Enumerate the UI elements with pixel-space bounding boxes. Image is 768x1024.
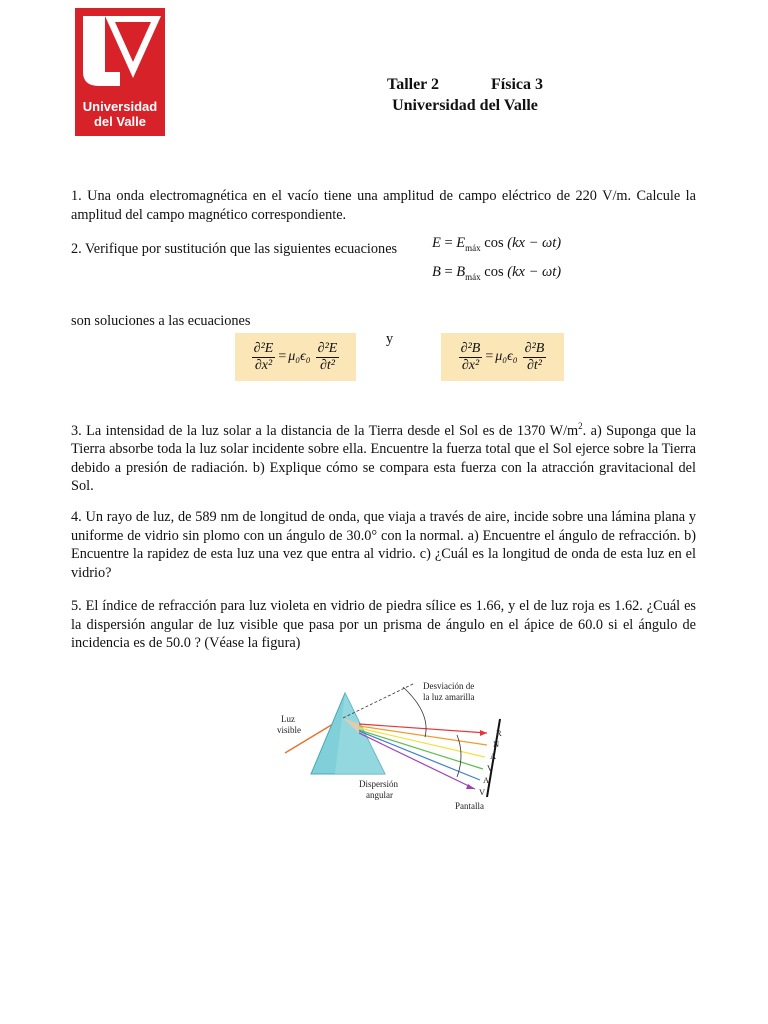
problem-1: 1. Una onda electromagnética en el vacío tiene una amplitud de campo eléctrico de 220 V/m. Calcule la amplitud del campo magnético correspondiente. xyxy=(71,188,696,223)
wave-b-frac-1 xyxy=(459,341,483,374)
conjunction-y: y xyxy=(386,331,394,347)
logo-wordmark xyxy=(75,99,165,129)
problem-5: 5. El índice de refracción para luz violeta en vidrio de piedra sílice es 1.66, y el de luz roja es 1.62. ¿Cuál es la dispersión angular de luz visible que pasa por un prisma de ángulo en el ápice de 60.0 si el ángulo de incidencia es de 50.0 ? (Véase la figura) xyxy=(71,598,696,651)
problem-3-text-b: . a) Suponga que la Tierra absorbe toda la luz solar incidente sobre ella. Encuentre la fuerza total que el Sol ejerce sobre la Tierra debido a presión de radiación. b) Explique cómo se compara esta fuerza con la atracción gravitacional del Sol. xyxy=(71,422,696,495)
label-light-2: visible xyxy=(277,725,301,735)
wave-b-den2: ∂t² xyxy=(526,357,542,373)
label-letter-n: N xyxy=(493,739,500,749)
label-letter-a2: A xyxy=(483,775,490,785)
label-letter-v2: V xyxy=(479,787,486,797)
wave-e-frac-1 xyxy=(252,341,276,374)
eq1-lhs: E xyxy=(432,235,441,251)
problem-2: 2. Verifique por sustitución que las siguientes ecuaciones xyxy=(71,241,398,257)
wave-b-num2: ∂²B xyxy=(524,340,545,356)
eq2-arg: (kx − ωt) xyxy=(507,264,562,280)
university-logo xyxy=(75,8,165,136)
document-header xyxy=(340,74,590,116)
wave-b-den1: ∂x² xyxy=(461,357,480,373)
logo-line-1: Universidad xyxy=(82,99,158,114)
wave-equation-b: $\frac{\text{∂²B}}{\text{∂x²}}$ = μ₀ϵ₀ $\frac{\text{∂²B}}{\text{∂t²}}$ xyxy=(441,333,564,381)
label-deviation-2: la luz amarilla xyxy=(423,692,475,702)
wave-b-frac-2 xyxy=(523,341,547,374)
equation-b-field: $B = B_{máx}$ cos (kx − ωt) xyxy=(432,264,562,282)
eq1-arg: (kx − ωt) xyxy=(507,235,562,251)
eq2-amplitude: B xyxy=(456,264,466,280)
problem-3 xyxy=(71,417,696,496)
label-dispersion-1: Dispersión xyxy=(359,779,398,789)
eq2-fn: cos xyxy=(484,264,504,280)
logo-emblem-icon xyxy=(75,8,165,98)
label-screen: Pantalla xyxy=(455,801,484,811)
label-letter-r: R xyxy=(496,728,502,738)
wave-e-num2: ∂²E xyxy=(317,340,338,356)
eq2-sub: máx xyxy=(465,271,481,282)
wave-e-num1: ∂²E xyxy=(253,340,274,356)
equation-e-field: $E = E_{máx}$ cos (kx − ωt) xyxy=(432,235,562,253)
label-letter-v1: V xyxy=(487,763,494,773)
eq1-sub: máx xyxy=(465,242,481,253)
label-deviation-1: Desviación de xyxy=(423,681,475,691)
logo-line-2: del Valle xyxy=(93,114,147,129)
problem-3-superscript: 2 xyxy=(578,421,583,431)
header-university: Universidad del Valle xyxy=(392,97,538,114)
eq2-lhs: B xyxy=(432,264,441,280)
problem-3-text-a: 3. La intensidad de la luz solar a la distancia de la Tierra desde el Sol es de 1370 W/m xyxy=(71,422,579,439)
wave-e-coef: μ₀ϵ₀ xyxy=(288,349,311,364)
problem-4: 4. Un rayo de luz, de 589 nm de longitud de onda, que viaja a través de aire, incide sobre una lámina plana y uniforme de vidrio sin plomo con un ángulo de 30.0° con la normal. a) Encuentre el ángulo de refracción. b) Encuentre la rapidez de esta luz una vez que entra al vidrio. c) ¿Cuál es la longitud de onda de esta luz en el vidrio? xyxy=(71,509,696,581)
problem-2-continuation: son soluciones a las ecuaciones xyxy=(71,313,251,329)
arrowhead-red xyxy=(480,730,487,736)
header-row-1 xyxy=(340,74,590,95)
label-light-1: Luz xyxy=(281,714,295,724)
eq1-amplitude: E xyxy=(456,235,466,251)
prism-dispersion-figure xyxy=(275,675,510,815)
wave-e-den2: ∂t² xyxy=(319,357,335,373)
header-course: Física 3 xyxy=(491,76,543,93)
header-taller: Taller 2 xyxy=(386,76,439,93)
wave-e-den1: ∂x² xyxy=(254,357,273,373)
label-dispersion-2: angular xyxy=(366,790,393,800)
label-letter-a1: A xyxy=(490,751,497,761)
wave-e-frac-2 xyxy=(316,341,340,374)
wave-b-num1: ∂²B xyxy=(460,340,481,356)
wave-equation-e: $\frac{\text{∂²E}}{\text{∂x²}}$ = μ₀ϵ₀ $\frac{\text{∂²E}}{\text{∂t²}}$ xyxy=(235,333,356,381)
wave-b-coef: μ₀ϵ₀ xyxy=(495,349,518,364)
eq1-fn: cos xyxy=(484,235,504,251)
